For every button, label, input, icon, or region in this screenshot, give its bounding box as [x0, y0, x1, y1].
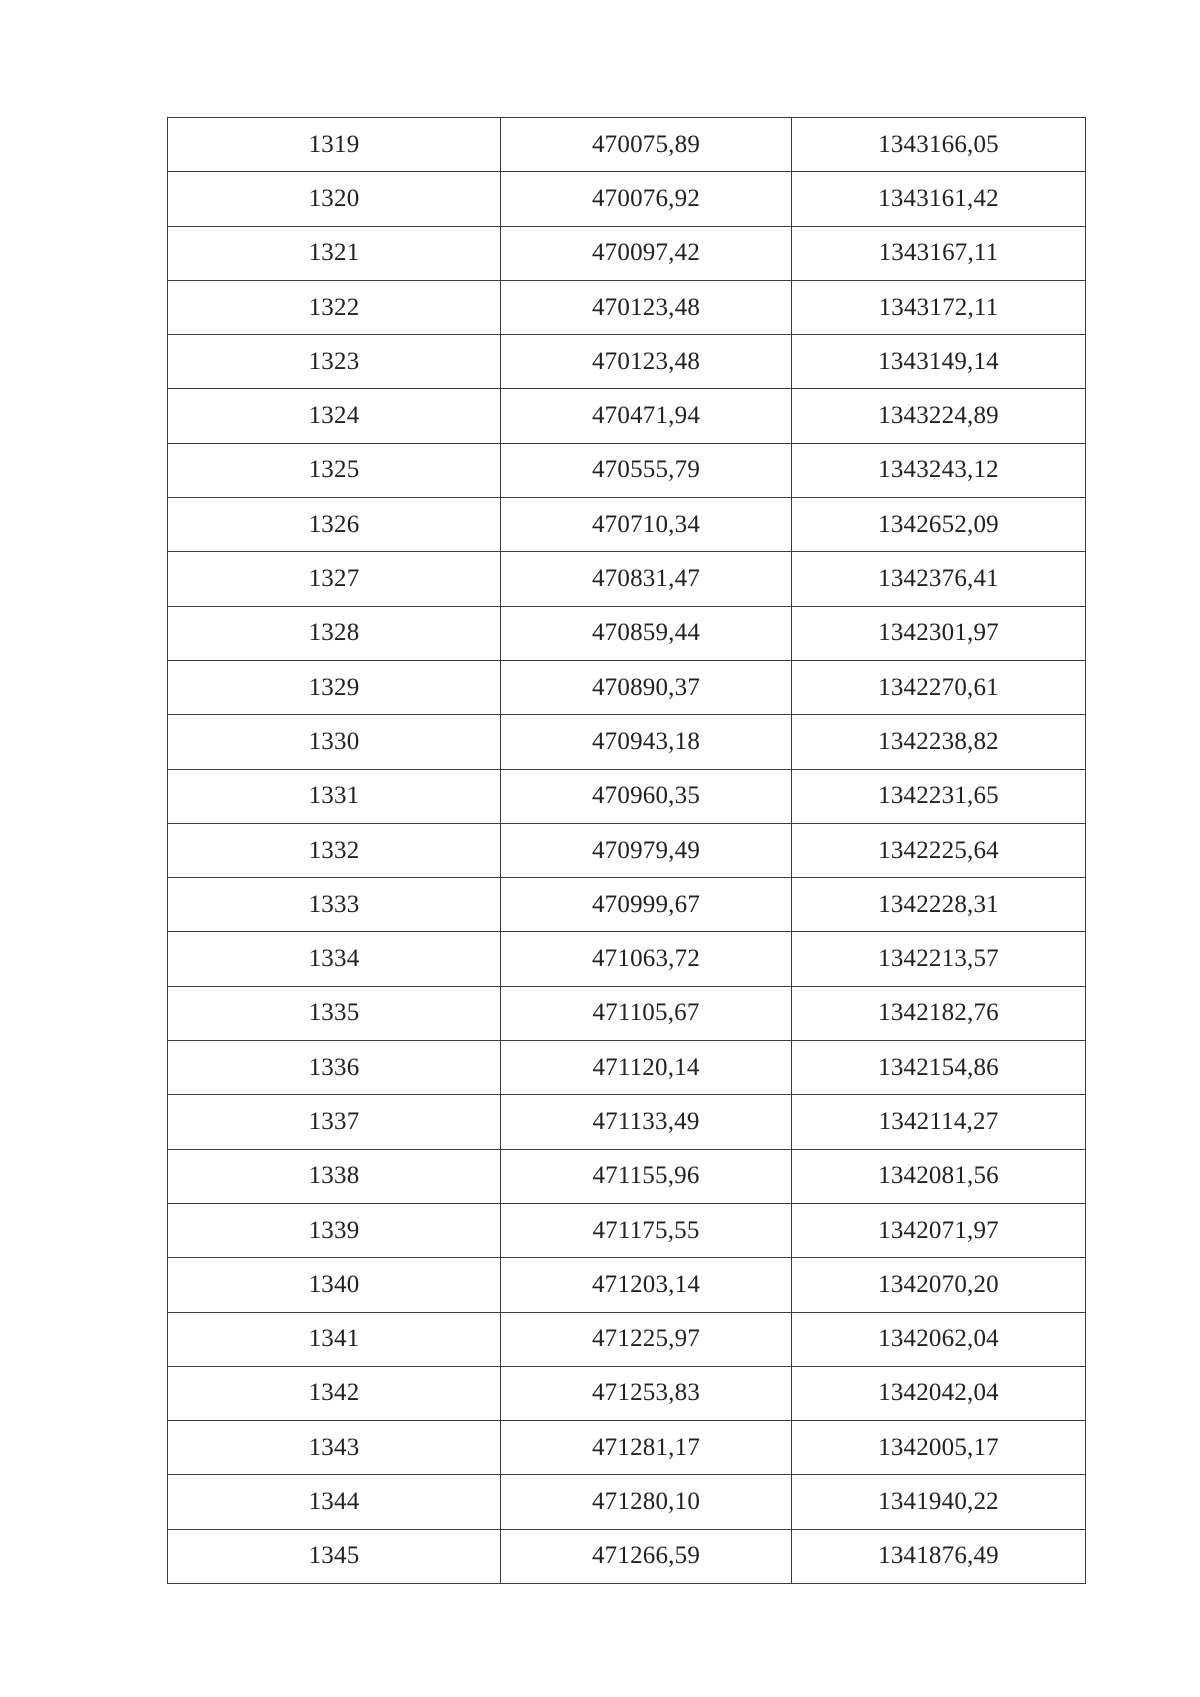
- y-coordinate-cell: 1342114,27: [792, 1095, 1086, 1149]
- point-number-cell: 1326: [168, 498, 501, 552]
- point-number-cell: 1343: [168, 1421, 501, 1475]
- table-row: [168, 1095, 1086, 1149]
- point-number-cell: 1330: [168, 715, 501, 769]
- x-coordinate-cell: 470710,34: [501, 498, 792, 552]
- table-row: [168, 715, 1086, 769]
- y-coordinate-cell: 1341876,49: [792, 1529, 1086, 1583]
- table-row: [168, 1258, 1086, 1312]
- x-coordinate-cell: 470859,44: [501, 606, 792, 660]
- x-coordinate-cell: 470123,48: [501, 335, 792, 389]
- x-coordinate-cell: 471225,97: [501, 1312, 792, 1366]
- x-coordinate-cell: 471120,14: [501, 1041, 792, 1095]
- point-number-cell: 1335: [168, 986, 501, 1040]
- table-row: [168, 1421, 1086, 1475]
- table-row: [168, 552, 1086, 606]
- point-number-cell: 1325: [168, 443, 501, 497]
- table-row: [168, 606, 1086, 660]
- x-coordinate-cell: 471133,49: [501, 1095, 792, 1149]
- point-number-cell: 1323: [168, 335, 501, 389]
- x-coordinate-cell: 470076,92: [501, 172, 792, 226]
- point-number-cell: 1337: [168, 1095, 501, 1149]
- point-number-cell: 1341: [168, 1312, 501, 1366]
- point-number-cell: 1342: [168, 1366, 501, 1420]
- y-coordinate-cell: 1342213,57: [792, 932, 1086, 986]
- point-number-cell: 1328: [168, 606, 501, 660]
- y-coordinate-cell: 1343161,42: [792, 172, 1086, 226]
- x-coordinate-cell: 470890,37: [501, 660, 792, 714]
- point-number-cell: 1336: [168, 1041, 501, 1095]
- table-row: [168, 498, 1086, 552]
- point-number-cell: 1340: [168, 1258, 501, 1312]
- x-coordinate-cell: 471280,10: [501, 1475, 792, 1529]
- y-coordinate-cell: 1342238,82: [792, 715, 1086, 769]
- point-number-cell: 1334: [168, 932, 501, 986]
- point-number-cell: 1321: [168, 226, 501, 280]
- x-coordinate-cell: 470097,42: [501, 226, 792, 280]
- table-row: [168, 1475, 1086, 1529]
- y-coordinate-cell: 1343224,89: [792, 389, 1086, 443]
- table-row: [168, 769, 1086, 823]
- y-coordinate-cell: 1342182,76: [792, 986, 1086, 1040]
- x-coordinate-cell: 471105,67: [501, 986, 792, 1040]
- x-coordinate-cell: 470979,49: [501, 823, 792, 877]
- x-coordinate-cell: 471063,72: [501, 932, 792, 986]
- table-row: [168, 878, 1086, 932]
- point-number-cell: 1332: [168, 823, 501, 877]
- y-coordinate-cell: 1342376,41: [792, 552, 1086, 606]
- point-number-cell: 1322: [168, 280, 501, 334]
- y-coordinate-cell: 1342005,17: [792, 1421, 1086, 1475]
- table-row: [168, 986, 1086, 1040]
- table-row: [168, 932, 1086, 986]
- table-row: [168, 280, 1086, 334]
- table-row: [168, 1312, 1086, 1366]
- y-coordinate-cell: 1342231,65: [792, 769, 1086, 823]
- y-coordinate-cell: 1342228,31: [792, 878, 1086, 932]
- y-coordinate-cell: 1342652,09: [792, 498, 1086, 552]
- y-coordinate-cell: 1343243,12: [792, 443, 1086, 497]
- point-number-cell: 1344: [168, 1475, 501, 1529]
- table-row: [168, 172, 1086, 226]
- point-number-cell: 1324: [168, 389, 501, 443]
- y-coordinate-cell: 1343149,14: [792, 335, 1086, 389]
- y-coordinate-cell: 1342301,97: [792, 606, 1086, 660]
- point-number-cell: 1339: [168, 1203, 501, 1257]
- table-row: [168, 1203, 1086, 1257]
- table-row: [168, 1041, 1086, 1095]
- x-coordinate-cell: 471203,14: [501, 1258, 792, 1312]
- x-coordinate-cell: 470471,94: [501, 389, 792, 443]
- x-coordinate-cell: 470999,67: [501, 878, 792, 932]
- x-coordinate-cell: 471266,59: [501, 1529, 792, 1583]
- table-row: [168, 1529, 1086, 1583]
- table-row: [168, 1366, 1086, 1420]
- point-number-cell: 1327: [168, 552, 501, 606]
- x-coordinate-cell: 470555,79: [501, 443, 792, 497]
- x-coordinate-cell: 470123,48: [501, 280, 792, 334]
- x-coordinate-cell: 470831,47: [501, 552, 792, 606]
- x-coordinate-cell: 470075,89: [501, 118, 792, 172]
- table-row: [168, 443, 1086, 497]
- table-row: [168, 389, 1086, 443]
- point-number-cell: 1329: [168, 660, 501, 714]
- x-coordinate-cell: 471253,83: [501, 1366, 792, 1420]
- y-coordinate-cell: 1342062,04: [792, 1312, 1086, 1366]
- y-coordinate-cell: 1342225,64: [792, 823, 1086, 877]
- y-coordinate-cell: 1343167,11: [792, 226, 1086, 280]
- y-coordinate-cell: 1342070,20: [792, 1258, 1086, 1312]
- x-coordinate-cell: 471281,17: [501, 1421, 792, 1475]
- y-coordinate-cell: 1342042,04: [792, 1366, 1086, 1420]
- y-coordinate-cell: 1343172,11: [792, 280, 1086, 334]
- y-coordinate-cell: 1342270,61: [792, 660, 1086, 714]
- coordinates-table: [167, 117, 1086, 1584]
- y-coordinate-cell: 1342071,97: [792, 1203, 1086, 1257]
- point-number-cell: 1333: [168, 878, 501, 932]
- table-row: [168, 226, 1086, 280]
- point-number-cell: 1319: [168, 118, 501, 172]
- table-row: [168, 660, 1086, 714]
- point-number-cell: 1331: [168, 769, 501, 823]
- y-coordinate-cell: 1343166,05: [792, 118, 1086, 172]
- x-coordinate-cell: 471175,55: [501, 1203, 792, 1257]
- table-row: [168, 335, 1086, 389]
- y-coordinate-cell: 1341940,22: [792, 1475, 1086, 1529]
- y-coordinate-cell: 1342154,86: [792, 1041, 1086, 1095]
- point-number-cell: 1338: [168, 1149, 501, 1203]
- point-number-cell: 1320: [168, 172, 501, 226]
- table-row: [168, 118, 1086, 172]
- y-coordinate-cell: 1342081,56: [792, 1149, 1086, 1203]
- x-coordinate-cell: 471155,96: [501, 1149, 792, 1203]
- x-coordinate-cell: 470960,35: [501, 769, 792, 823]
- table-row: [168, 1149, 1086, 1203]
- coordinates-table-body: [168, 118, 1086, 1584]
- table-row: [168, 823, 1086, 877]
- point-number-cell: 1345: [168, 1529, 501, 1583]
- x-coordinate-cell: 470943,18: [501, 715, 792, 769]
